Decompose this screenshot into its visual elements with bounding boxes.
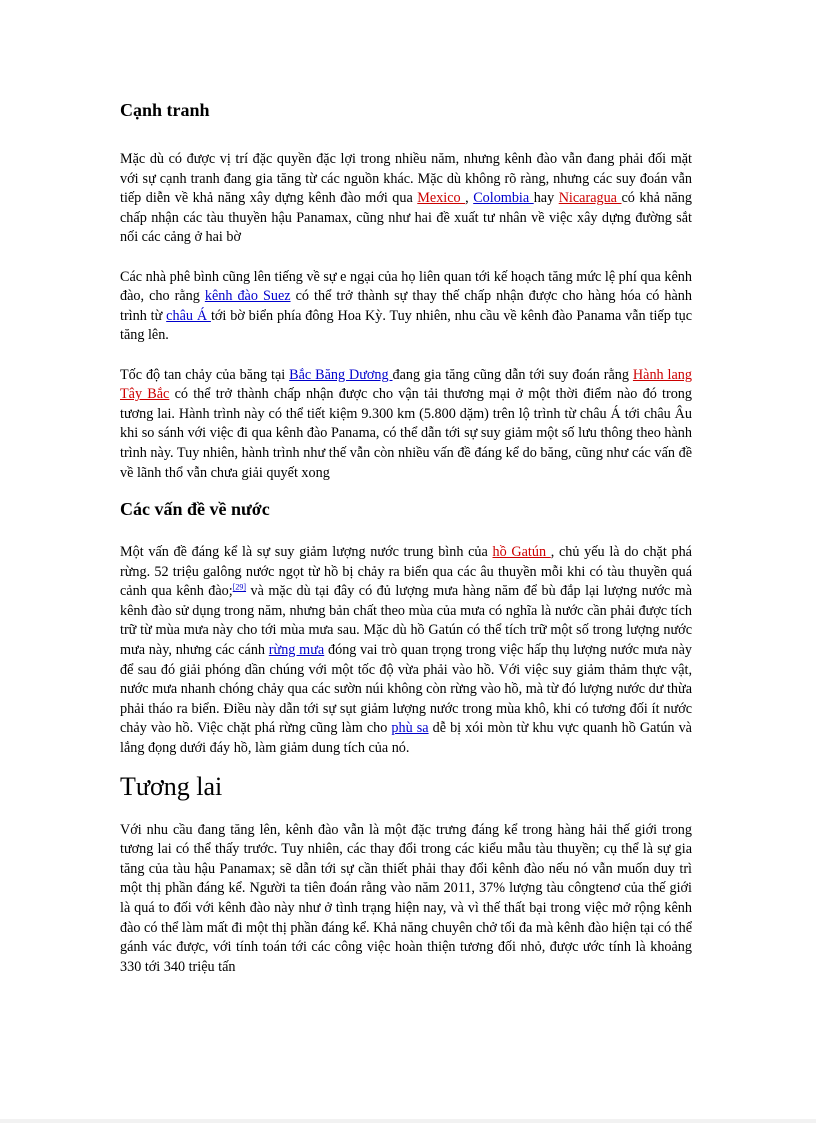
link-nicaragua[interactable]: Nicaragua [558,190,622,207]
page-bottom-edge [0,1119,816,1123]
link-asia[interactable]: châu Á [166,307,211,324]
heading-water-issues: Các vấn đề về nước [120,499,270,520]
link-reference-29[interactable]: [29] [232,582,247,592]
link-gatun-lake[interactable]: hồ Gatún [492,544,551,561]
heading-competition: Cạnh tranh [120,100,210,120]
link-rainforest[interactable]: rừng mưa [268,642,325,659]
link-silt[interactable]: phù sa [391,720,429,737]
paragraph-competition-2: Các nhà phê bình cũng lên tiếng về sự e ngại của họ liên quan tới kế hoạch tăng mức lệ phí qua kênh đào, cho rằng kênh đào Suez có thể trở thành sự thay thế chấp nhận được cho hàng hóa có hành trình từ châu Á tới bờ biển phía đông Hoa Kỳ. Tuy nhiên, nhu cầu về kênh đào Panama vẫn tiếp tục tăng lên. [120,268,692,344]
paragraph-competition-1: Mặc dù có được vị trí đặc quyền đặc lợi trong nhiều năm, nhưng kênh đào vẫn đang phải đối mặt với sự cạnh tranh đang gia tăng từ các nguồn khác. Mặc dù không rõ ràng, nhưng các suy đoán vẫn tiếp diễn về khả năng xây dựng kênh đào mới qua Mexico , Colombia hay Nicaragua có khả năng chấp nhận các tàu thuyền hậu Panamax, cũng như hai đề xuất tư nhân về việc xây dựng đường sắt nối các cảng ở hai bờ [120,151,692,246]
link-mexico[interactable]: Mexico [417,190,466,207]
link-northwest-passage[interactable]: Hành lang Tây Bắc [120,366,692,403]
reference-29 [233,583,246,592]
document-content [120,98,692,997]
paragraph-water-1: Một vấn đề đáng kể là sự suy giảm lượng nước trung bình của hồ Gatún , chủ yếu là do chặt phá rừng. 52 triệu galông nước ngọt từ hồ bị chảy ra biển qua các âu thuyền mỗi khi có tàu thuyền quá cảnh qua kênh đào;[29] và mặc dù tại đây có đủ lượng mưa hàng năm để bù đắp lại lượng nước mà kênh đào sử dụng trong năm, nhưng bản chất theo mùa của mưa có nghĩa là nước cần phải được tích trữ từ mùa mưa này cho tới mùa mưa sau. Mặc dù hồ Gatún có thể tích trữ một số trong lượng nước mưa này, nhưng các cánh rừng mưa đóng vai trò quan trọng trong việc hấp thụ lượng nước mưa này để sau đó giải phóng dần chúng với một tốc độ vừa phải vào hồ. Với việc suy giảm thảm thực vật, nước mưa nhanh chóng chảy qua các sườn núi không còn rừng vào hồ, mà từ đó lượng nước dư thừa phải tháo ra biển. Điều này dẫn tới sự sụt giảm lượng nước trong mùa khô, khi có tương đối ít nước chảy vào hồ. Việc chặt phá rừng cũng làm cho phù sa dễ bị xói mòn từ khu vực quanh hồ Gatún và lắng đọng dưới đáy hồ, làm giảm dung tích của nó. [120,544,693,757]
link-colombia[interactable]: Colombia [473,190,534,207]
paragraph-competition-3: Tốc độ tan chảy của băng tại Bắc Băng Dương đang gia tăng cũng dẫn tới suy đoán rằng Hành lang Tây Bắc có thể trở thành chấp nhận được cho vận tải thương mại ở một thời điểm nào đó trong tương lai. Hành trình này có thể tiết kiệm 9.300 km (5.800 dặm) trên lộ trình từ châu Á tới châu Âu khi so sánh với việc đi qua kênh đào Panama, có thể dẫn tới sự suy giảm một số lưu thông theo hành trình này. Tuy nhiên, hành trình như thế vẫn còn nhiều vấn đề đáng kể do băng, cũng như các vấn đề về lãnh thổ vẫn chưa giải quyết xong [120,366,692,481]
link-suez-canal[interactable]: kênh đào Suez [204,288,291,305]
heading-future: Tương lai [120,771,223,801]
paragraph-future-1: Với nhu cầu đang tăng lên, kênh đào vẫn là một đặc trưng đáng kể trong hàng hải thế giới trong tương lai có thể thấy trước. Tuy nhiên, các thay đổi trong các kiểu mẫu tàu thuyền; cụ thể là sự gia tăng của tàu hậu Panamax; sẽ dẫn tới sự cần thiết phải thay đổi kênh đào nếu nó vẫn muốn duy trì một thị phần đáng kể. Người ta tiên đoán rằng vào năm 2011, 37% lượng tàu côngtenơ của thế giới là quá to đối với kênh đào này như ở tình trạng hiện nay, và vì thế thất bại trong việc mở rộng kênh đào có thể làm mất đi một thị phần đáng kể. Khả năng chuyên chở tối đa mà kênh đào hiện tại có thể gánh vác được, với tính toán tới các công việc hoàn thiện tương đối nhỏ, được ước tính là khoảng 330 tới 340 triệu tấn [120,821,692,975]
link-arctic-ocean[interactable]: Bắc Băng Dương [289,366,393,383]
